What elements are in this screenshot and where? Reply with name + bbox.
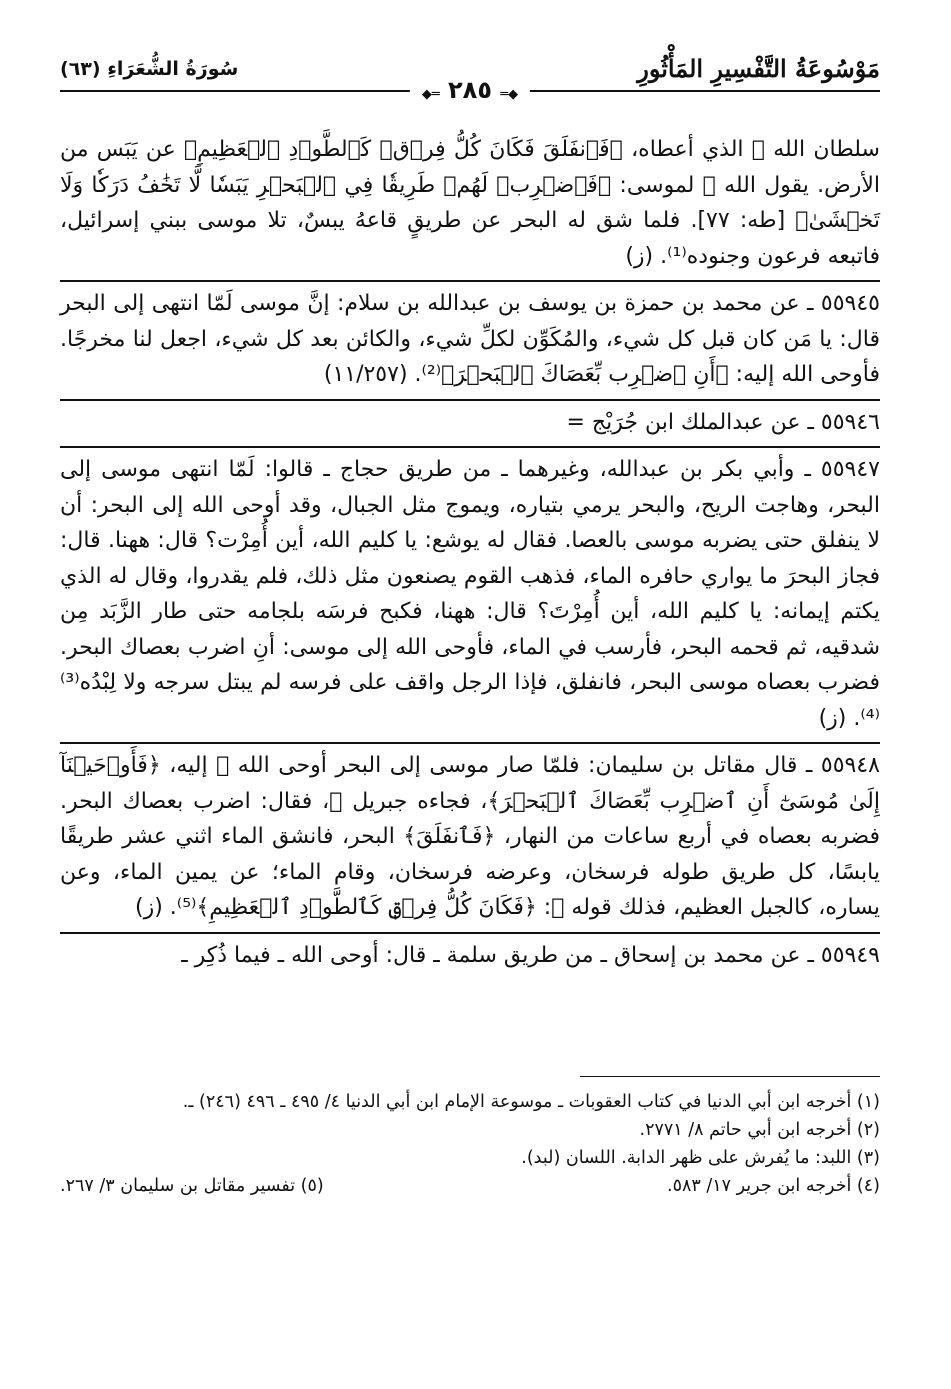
page-number-text: ٢٨٥ (448, 76, 492, 104)
footnote-2: (٢) أخرجه ابن أبي حاتم ٨/ ٢٧٧١. (639, 1120, 880, 1140)
ornament-icon: ◆═ (500, 87, 519, 102)
narration-55949: ٥٥٩٤٩ ـ عن محمد بن إسحاق ـ من طريق سلمة ـ قال: أوحى الله ـ فيما ذُكِر ـ (60, 932, 880, 974)
footnote-row (60, 1172, 880, 1200)
paragraph: سلطان الله ﷻ الذي أعطاه، ﴿فَٱنفَلَقَ فَكَانَ كُلُّ فِرۡقٖ كَٱلطَّوۡدِ ٱلۡعَظِيمِ﴾ عن يَبَس من الأرض. يقول الله ﷻ لموسى: ﴿فَٱضۡرِبۡ لَهُمۡ طَرِيقٗا فِي ٱلۡبَحۡرِ يَبَسٗا لَّا تَخَٰفُ دَرَكٗا وَلَا تَخۡشَىٰ﴾ [طه: ٧٧]. فلما شق له البحر عن طريقٍ قاعهُ يبسٌ، تلا موسى ببني إسرائيل، فاتبعه فرعون وجنوده⁽¹⁾. (ز) (60, 137, 880, 269)
narration-55945: ٥٥٩٤٥ ـ عن محمد بن حمزة بن يوسف بن عبدالله بن سلام: إنَّ موسى لَمّا انتهى إلى البحر قال: يا مَن كان قبل كل شيء، والمُكَوِّن لكلِّ شيء، والكائن بعد كل شيء، اجعل لنا مخرجًا. فأوحى الله إليه: ﴿أَنِ ٱضۡرِب بِّعَصَاكَ ٱلۡبَحۡرَ﴾⁽²⁾. (١١/٢٥٧) (60, 280, 880, 393)
book-title: مَوْسُوعَةُ التَّفْسِيرِ المَأْثُورِ (637, 54, 880, 83)
footnote-4: (٤) أخرجه ابن جرير ١٧/ ٥٨٣. (667, 1176, 880, 1196)
book-page (60, 54, 880, 1354)
footnote-1: (١) أخرجه ابن أبي الدنيا في كتاب العقوبات ـ موسوعة الإمام ابن أبي الدنيا ٤/ ٤٩٥ ـ ٤٩٦ (٢٤٦) ـ. (182, 1092, 880, 1112)
footnotes (60, 1088, 880, 1200)
ornament-icon: ═◆ (421, 87, 440, 102)
surah-title: سُورَةُ الشُّعَرَاءِ (٦٣) (60, 58, 239, 80)
page-body (60, 132, 880, 979)
page-header (60, 54, 880, 104)
narration-55947: ٥٥٩٤٧ ـ وأبي بكر بن عبدالله، وغيرهما ـ من طريق حجاج ـ قالوا: لَمّا انتهى موسى إلى البحر، وهاجت الريح، والبحر يرمي بتياره، ويموج مثل الجبال، وقد أوحى الله إلى البحر: أن لا ينفلق حتى يضربه موسى بالعصا. فقال له يوشع: يا كليم الله، أين أُمِرْت؟ قال: ههنا. قال: فجاز البحرَ ما يواري حافره الماء، فذهب القوم يصنعون مثل ذلك، فلم يقدروا، وقال له الذي يكتم إيمانه: يا كليم الله، أين أُمِرْتَ؟ قال: ههنا، فكبح فرسَه بلجامه حتى طار الزَّبَد مِن شدقيه، ثم قحمه البحر، فأرسب في الماء، فأوحى الله إلى موسى: أنِ اضرب بعصاك البحر. فضرب بعصاه موسى البحر، فانفلق، فإذا الرجل واقف على فرسه لم يبتل سرجه ولا لِبْدُه⁽³⁾⁽⁴⁾. (ز) (60, 446, 880, 736)
footnote-3: (٣) اللبد: ما يُفرش على ظهر الدابة. اللسان (لبد). (521, 1148, 880, 1168)
narration-55948: ٥٥٩٤٨ ـ قال مقاتل بن سليمان: فلمّا صار موسى إلى البحر أوحى الله ﷻ إليه، ﴿فَأَوۡحَيۡنَآ إِلَىٰ مُوسَىٰٓ أَنِ ٱضۡرِب بِّعَصَاكَ ٱلۡبَحۡرَ﴾، فجاءه جبريل ﵇، فقال: اضرب بعصاك البحر. فضربه بعصاه في أربع ساعات من النهار، ﴿فَٱنفَلَقَ﴾ البحر، فانشق الماء اثني عشر طريقًا يابسًا، كل طريق طوله فرسخان، وعرضه فرسخان، وقام الماء؛ عن يمين الماء، وعن يساره، كالجبل العظيم، فذلك قوله ﷻ: ﴿فَكَانَ كُلُّ فِرۡقٖ كَٱلطَّوۡدِ ٱلۡعَظِيمِ﴾⁽⁵⁾. (ز) (60, 742, 880, 926)
narration-55946: ٥٥٩٤٦ ـ عن عبدالملك ابن جُرَيْج = (60, 399, 880, 441)
footnote-5: (٥) تفسير مقاتل بن سليمان ٣/ ٢٦٧. (60, 1176, 324, 1196)
page-number (410, 76, 530, 104)
footnote-rule (580, 1076, 880, 1077)
